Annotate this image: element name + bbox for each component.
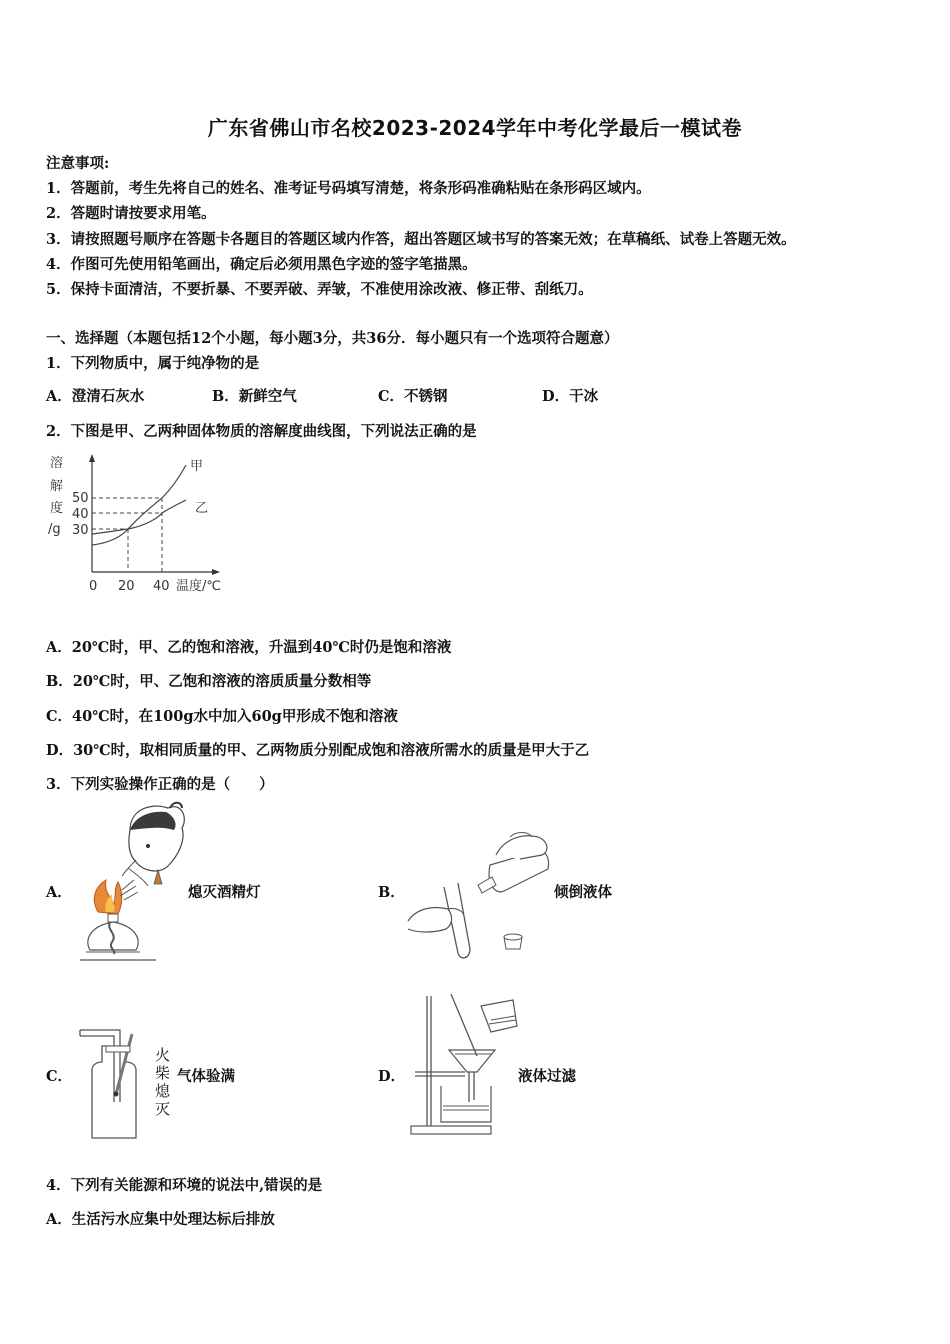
xtick-label: 20 (118, 579, 135, 594)
q3-option-c-caption: 气体验满 (177, 1068, 235, 1085)
q2-option-b: B．20℃时，甲、乙饱和溶液的溶质质量分数相等 (46, 673, 372, 690)
q3-option-c-letter: C． (46, 1068, 73, 1085)
section-heading: 一、选择题（本题包括12个小题，每小题3分，共36分．每小题只有一个选项符合题意） (46, 330, 619, 347)
ytick-label: 50 (72, 491, 89, 506)
notice-heading: 注意事项: (46, 155, 110, 172)
q2-option-c: C．40℃时，在100g水中加入60g甲形成不饱和溶液 (46, 708, 398, 725)
curve-jia-label: 甲 (190, 459, 204, 474)
x-axis-arrow (212, 569, 220, 575)
q2-option-a: A．20℃时，甲、乙的饱和溶液，升温到40℃时仍是饱和溶液 (46, 639, 452, 656)
xtick-label: 40 (153, 579, 170, 594)
q1-option-c: C．不锈钢 (378, 388, 448, 405)
q3-stem: 3．下列实验操作正确的是（ ） (46, 776, 274, 793)
ylabel-char: /g (48, 522, 61, 537)
q4-stem: 4．下列有关能源和环境的说法中,错误的是 (46, 1177, 323, 1194)
match-note-char: 灭 (155, 1100, 171, 1118)
xtick-label: 0 (89, 579, 98, 594)
notice-item: 3．请按照题号顺序在答题卡各题目的答题区域内作答，超出答题区域书写的答案无效；在草稿纸、试卷上答题无效。 (46, 231, 796, 248)
match-note-char: 柴 (155, 1064, 171, 1082)
alcohol-lamp-illustration (70, 800, 190, 968)
q1-option-a: A．澄清石灰水 (46, 388, 145, 405)
match-note-char: 熄 (155, 1082, 171, 1100)
solubility-chart (40, 450, 240, 600)
notice-item: 2．答题时请按要求用笔。 (46, 205, 216, 222)
q3-option-d-caption: 液体过滤 (518, 1068, 576, 1085)
q3-option-b-caption: 倾倒液体 (554, 884, 612, 901)
y-axis-arrow (89, 454, 95, 462)
match-note-char: 火 (155, 1046, 171, 1064)
filtration-illustration (405, 990, 525, 1140)
q1-option-d: D．干冰 (542, 388, 599, 405)
ytick-label: 40 (72, 507, 89, 522)
notice-item: 1．答题前，考生先将自己的姓名、准考证号码填写清楚，将条形码准确粘贴在条形码区域内。 (46, 180, 651, 197)
page-title: 广东省佛山市名校2023-2024学年中考化学最后一模试卷 (207, 116, 743, 140)
q3-option-b-letter: B． (378, 884, 405, 901)
xlabel: 温度/℃ (176, 579, 221, 594)
q3-option-a-caption: 熄灭酒精灯 (188, 884, 261, 901)
q3-option-a-letter: A． (46, 884, 72, 901)
ylabel-char: 度 (50, 501, 64, 516)
notice-item: 5．保持卡面清洁，不要折暴、不要弄破、弄皱，不准使用涂改液、修正带、刮纸刀。 (46, 281, 593, 298)
match-note (155, 1046, 175, 1118)
q2-option-d: D．30℃时，取相同质量的甲、乙两物质分别配成饱和溶液所需水的质量是甲大于乙 (46, 742, 590, 759)
ylabel-char: 解 (50, 479, 64, 494)
q3-option-d-letter: D． (378, 1068, 406, 1085)
ylabel-char: 溶 (50, 456, 64, 471)
pouring-liquid-illustration (400, 825, 560, 965)
notice-item: 4．作图可先使用铅笔画出，确定后必须用黑色字迹的签字笔描黑。 (46, 256, 477, 273)
curve-jia (92, 465, 186, 545)
q1-stem: 1．下列物质中，属于纯净物的是 (46, 355, 260, 372)
ytick-label: 30 (72, 523, 89, 538)
q1-option-b: B．新鲜空气 (212, 388, 297, 405)
curve-yi-label: 乙 (195, 501, 209, 516)
q2-stem: 2．下图是甲、乙两种固体物质的溶解度曲线图，下列说法正确的是 (46, 423, 477, 440)
q4-option-a: A．生活污水应集中处理达标后排放 (46, 1211, 275, 1228)
